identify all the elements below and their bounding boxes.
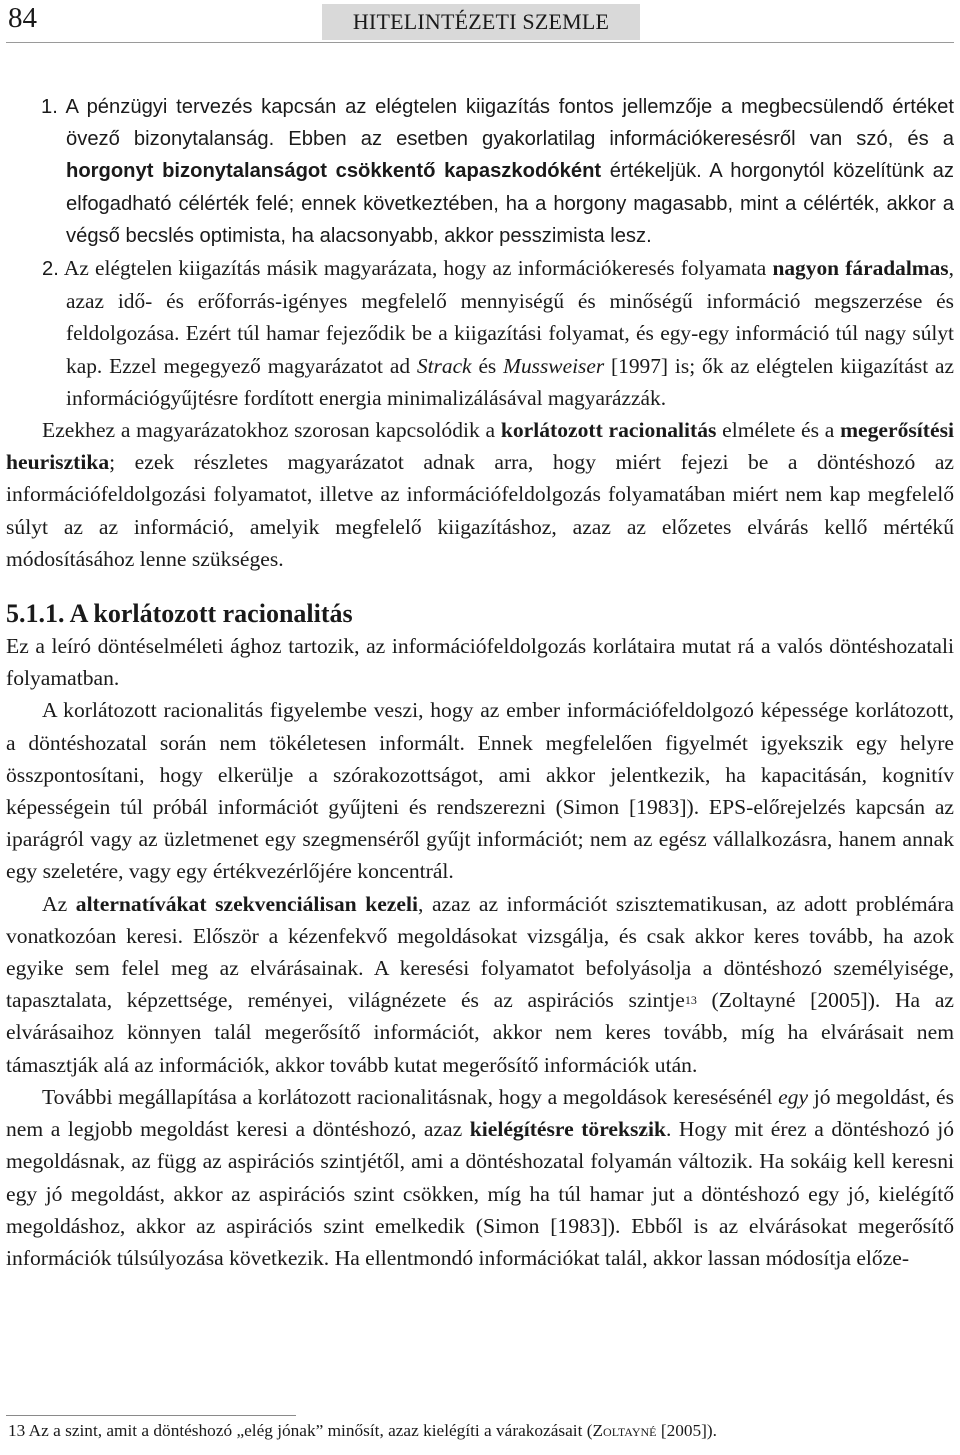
author-name: Strack	[416, 353, 472, 378]
paragraph	[6, 414, 954, 575]
emphasis: megerősítési heurisztika	[6, 418, 954, 475]
paragraph	[6, 888, 954, 1081]
list-item-text: értékeljük. A horgonytól közelítünk az elfogadható célérték felé; ennek következtében, ha a horgony magasabb, mint a célérték, akkor a végső becslés optimista, ha alacsonyabb, akkor pesszimista lesz.	[66, 160, 954, 247]
paragraph: A korlátozott racionalitás figyelembe veszi, hogy az ember információfeldolgozó képessége korlátozott, a döntéshozatal során nem tökéletesen informált. Ennek megfelelően figyelmét igyekszik egy helyre összpontosítani, hogy elkerülje a szórakozottságot, ami akkor jelentkezik, ha kapacitásán, kognitív képességein túl próbál információt gyűjteni és rendszerezni (Simon [1983]). EPS-előrejelzés kapcsán az iparágról vagy az üzletmenet egy szegmenséről gyűjt információt; nem az egész vállalkozásra, hanem annak egy szeletére, vagy egy értékvezérlőjére koncentrál.	[6, 698, 954, 884]
footnote	[8, 1421, 717, 1441]
author-name: Zoltayné	[592, 1421, 657, 1440]
list-item-text: [1997] is; ők az elégtelen kiigazítást az információgyűjtésre fordított energia minimalizálásával magyarázzák.	[66, 353, 954, 410]
emphasis: horgonyt bizonytalanságot csökkentő kapaszkodóként	[66, 160, 602, 183]
paragraph-text: elmélete és a	[716, 418, 841, 443]
paragraph-text: (Zoltayné [2005]). Ha az elvárásaihoz könnyen talál megerősítő információt, akkor nem keres tovább, míg ha elvárásait nem támasztják alá az információk, akkor tovább kutat megerősítő információk után.	[6, 988, 954, 1077]
emphasis: korlátozott racionalitás	[500, 418, 717, 443]
running-head: HITELINTÉZETI SZEMLE	[322, 4, 640, 40]
section-heading: 5.1.1. A korlátozott racionalitás	[6, 599, 353, 629]
list-item-text: és	[471, 353, 504, 378]
paragraph-text: , azaz az információt szisztematikusan, az adott problémára vonatkozóan keresi. Először a kézenfekvő megoldásokat vizsgálja, és csak akkor keres tovább, ha azok egyike sem felel meg az elvárásainak. A keresési folyamatot befolyásolja a döntéshozó személyisége, tapasztalata, képzettsége, reményei, világnézete és az aspirációs szintje	[6, 891, 955, 1013]
paragraph-text: Ezekhez a magyarázatokhoz szorosan kapcsolódik a	[42, 418, 501, 443]
paragraph: Ez a leíró döntéselméleti ághoz tartozik, az információfeldolgozás korlátaira mutat rá a valós döntéshozatali folyamatban.	[6, 634, 954, 691]
emphasis: alternatívákat szekvenciálisan kezeli	[75, 891, 418, 916]
footnote-text: 13 Az a szint, amit a döntéshozó „elég jónak” minősít, azaz kielégíti a várakozásait (	[8, 1421, 593, 1440]
emphasis: egy	[778, 1084, 809, 1109]
paragraph-text: Az	[42, 891, 76, 916]
header-divider	[6, 42, 954, 43]
main-text	[6, 91, 954, 1274]
list-item-1	[6, 91, 954, 252]
paragraph	[6, 1081, 954, 1274]
footnote-divider	[6, 1415, 296, 1416]
list-item-text: Az elégtelen kiigazítás másik magyarázata, hogy az információkeresés folyamata	[63, 256, 773, 281]
author-name: Mussweiser	[503, 353, 605, 378]
list-number: 1.	[41, 96, 58, 118]
list-item-text: , azaz idő- és erőforrás-igényes megfelelő mennyiségű és minőségű információ megszerzése és feldolgozása. Ezért túl hamar fejeződik be a kiigazítási folyamat, és egy-egy információ túl nagy súlyt kap. Ezzel megegyező magyarázatot ad	[66, 256, 954, 378]
paragraph-text: ; ezek részletes magyarázatot adnak arra, hogy miért fejezi be a döntéshozó az információfeldolgozási folyamatot, illetve az információfeldolgozás folyamatában miért nem kap megfelelő súlyt az az információ, amelyik megfelelő kiigazításhoz, azaz az előzetes elvárás kellő mértékű módosításához lenne szükséges.	[6, 450, 954, 571]
paragraph-text: További megállapítása a korlátozott racionalitásnak, hogy a megoldások keresésénél	[42, 1084, 779, 1109]
list-item-text: A pénzügyi tervezés kapcsán az elégtelen kiigazítás fontos jellemzője a megbecsülendő értéket övező bizonytalanság. Ebben az esetben gyakorlatilag információkeresésről van szó, és a	[65, 96, 954, 151]
paragraph-text: . Hogy mit érez a döntéshozó jó megoldásnak, az függ az aspirációs szintjétől, ami a döntéshozatal folyamán változik. Ha sokáig kell keresni egy jó megoldást, akkor az aspirációs szint csökken, míg ha túl hamar jut a döntéshozó egy jó, kielégítő megoldáshoz, akkor az aspirációs szint emelkedik (Simon [1983]). Ebből is az elvárásokat megerősítő információk túlsúlyozása következik. Ha ellentmondó információkat talál, akkor lassan módosítja előze-	[6, 1117, 954, 1270]
emphasis: nagyon fáradalmas	[772, 256, 949, 281]
list-number: 2.	[42, 258, 59, 281]
list-item-2	[6, 252, 954, 414]
footnote-text: [2005]).	[656, 1421, 717, 1440]
footnote-reference[interactable]: 13	[684, 993, 697, 1008]
emphasis: kielégítésre törekszik	[469, 1117, 666, 1142]
page-number: 84	[8, 2, 37, 34]
paragraph-text: jó megoldást, és nem a legjobb megoldást keresi a döntéshozó, azaz	[6, 1084, 954, 1142]
